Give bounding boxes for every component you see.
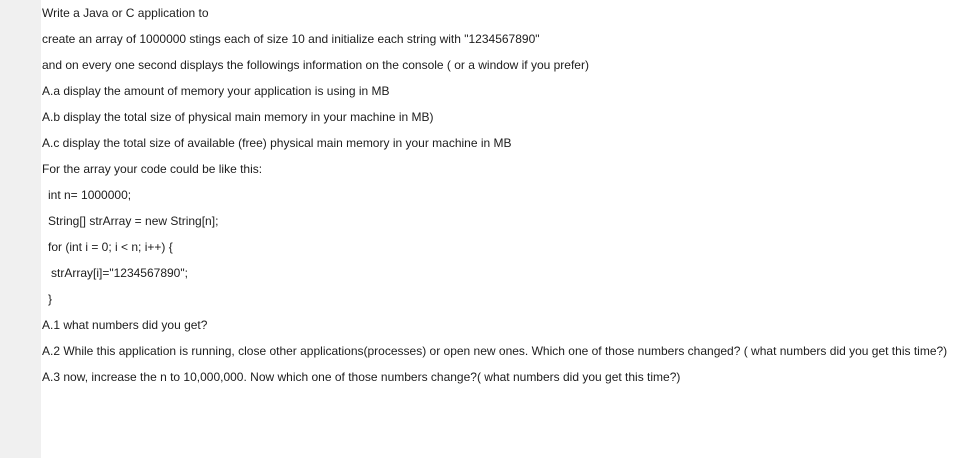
intro-line: and on every one second displays the followings information on the console ( or a window if you prefer) [42,58,589,72]
question-a3: A.3 now, increase the n to 10,000,000. Now which one of those numbers change?( what numbers did you get this time?) [42,370,681,384]
question-a2: A.2 While this application is running, close other applications(processes) or open new ones. Which one of those numbers changed? ( what numbers did you get this time?) [42,344,948,358]
intro-line: Write a Java or C application to [42,6,209,20]
question-a1: A.1 what numbers did you get? [42,318,208,332]
code-line: int n= 1000000; [48,188,132,202]
requirement-a-c: A.c display the total size of available (free) physical main memory in your machine in MB [42,136,512,150]
code-line: String[] strArray = new String[n]; [48,214,219,228]
requirement-a-a: A.a display the amount of memory your application is using in MB [42,84,390,98]
left-gutter [0,0,41,458]
code-line: } [48,292,53,306]
code-line: strArray[i]="1234567890"; [51,266,188,280]
requirement-a-b: A.b display the total size of physical main memory in your machine in MB) [42,110,434,124]
intro-line: create an array of 1000000 stings each of size 10 and initialize each string with "1234567890" [42,32,540,46]
code-line: for (int i = 0; i < n; i++) { [48,240,173,254]
document-body [41,0,977,458]
code-intro: For the array your code could be like this: [42,162,263,176]
